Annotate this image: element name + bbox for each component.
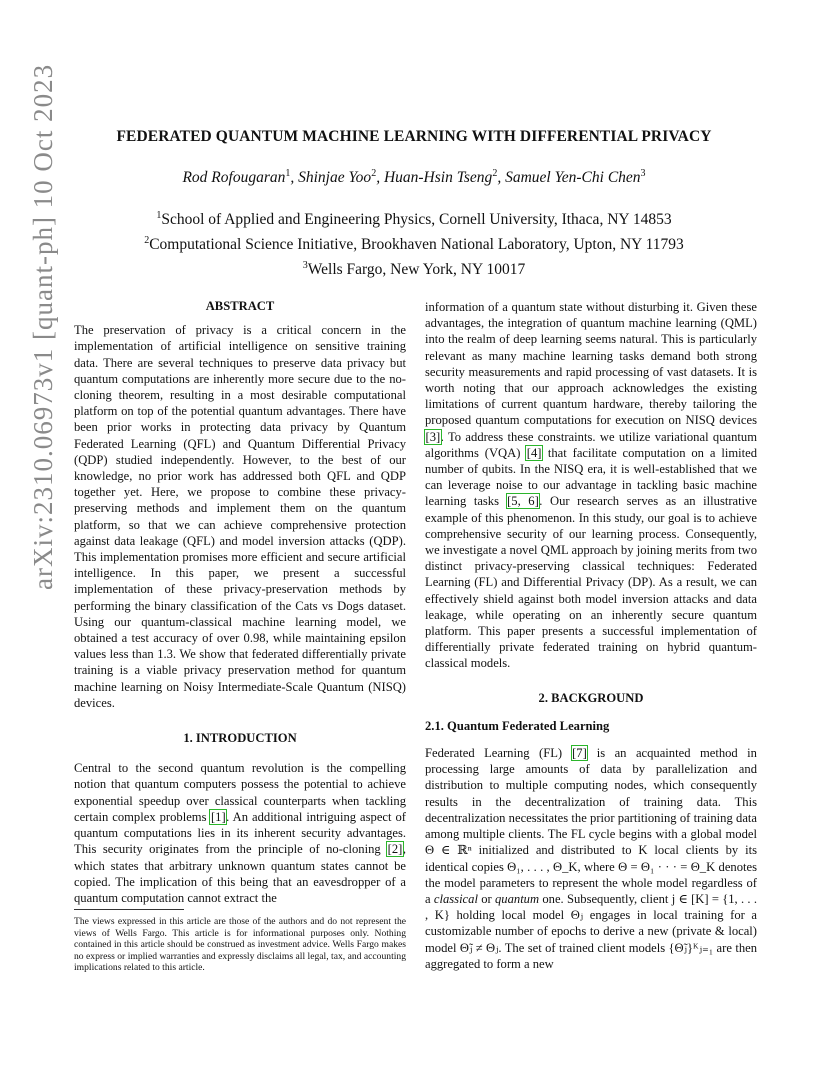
background-paragraph: Federated Learning (FL) [7] is an acquainted method in processing large amounts of data by parallelization and distribution to multiple computing nodes, which consequently results in the decentralization of training data. This decentralization necessitates the prior partitioning of training data among multiple clients. The FL cycle begins with a global model Θ ∈ ℝⁿ initialized and distributed to K local clients by its identical copies Θ₁, . . . , Θ_K, where Θ = Θ₁ · · · = Θ_K denotes the model parameters to represent the whole model regardless of a classical or quantum one. Subsequently, client j ∈ [K] = {1, . . . , K} holding local model Θⱼ engages in local training for a customizable number of epochs to derive a new (private & local) model Θ̃ⱼ ≠ Θⱼ. The set of trained client models {Θ̃ⱼ}ᴷⱼ₌₁ are then aggregated to form a new [425,746,757,971]
quantum-federated-learning-subheading: 2.1. Quantum Federated Learning [425,718,610,733]
citation-link-2[interactable]: [2] [387,842,403,857]
affiliation-list [0,205,828,280]
citation-link-1[interactable]: [1] [210,809,226,824]
author-4: Samuel Yen-Chi Chen$^3$ [505,168,646,186]
footnote-disclaimer: The views expressed in this article are those of the authors and do not represent the views of Wells Fargo. This article is for informational purposes only. Nothing contained in this article should be construed as investment advice. Wells Fargo makes no express or implied warranties and expressly disclaims all legal, tax, and accounting implications related to this article. [74,916,406,974]
introduction-paragraph: Central to the second quantum revolution is the compelling notion that quantum computers possess the potential to achieve exponential speedup over classical counterparts when tackling certain complex problems [1]. An additional intriguing aspect of quantum computations lies in its inherent security advantages. This security originates from the principle of no-cloning [2], which states that arbitrary unknown quantum states cannot be copied. The implication of this being that an eavesdropper of a quantum computation cannot extract the [74,761,406,905]
affiliation-2: $^2$Computational Science Initiative, Brookhaven National Laboratory, Upton, NY 11793 [144,235,684,253]
author-1: Rod Rofougaran$^1$ [182,168,291,186]
abstract-heading: ABSTRACT [205,299,275,313]
author-3: Huan-Hsin Tseng$^2$ [383,168,498,186]
author-2: Shinjae Yoo$^2$ [298,168,377,186]
introduction-heading: 1. INTRODUCTION [183,731,297,746]
right-column [425,299,757,972]
abstract-text: The preservation of privacy is a critical concern in the implementation of artificial intelligence on sensitive training data. There are several techniques to preserve data privacy but quantum computations are inherently more secure due to the no-cloning theorem, resulting in a most desirable computational platform on top of the potential quantum advantages. There have been prior works in protecting data privacy by Quantum Federated Learning (QFL) and Quantum Differential Privacy (QDP) studied independently. However, to the best of our knowledge, no prior work has addressed both QFL and QDP together yet. Here, we propose to combine these privacy-preserving methods and implement them on the quantum platform, so that we can achieve comprehensive protection against data leakage (QFL) and model inversion attacks (QDP). This implementation promises more efficient and secure artificial intelligence. In this paper, we present a successful implementation of these privacy-preservation methods by performing the binary classification of the Cats vs Dogs dataset. Using our quantum-classical machine learning model, we obtained a test accuracy of over 0.98, while maintaining epsilon values less than 1.3. We show that federated differentially private training is a viable privacy preservation method for quantum machine learning on Noisy Intermediate-Scale Quantum (NISQ) devices. [74,323,406,710]
author-list: Rod Rofougaran$^1$, Shinjae Yoo$^2$, Huan-Hsin Tseng$^2$, Samuel Yen-Chi Chen$^3$ [182,168,646,186]
introduction-continued-paragraph: information of a quantum state without disturbing it. Given these advantages, the integration of quantum machine learning (QML) into the realm of deep learning seems natural. This is particularly relevant as many machine learning tasks demand both strong security measurements and rapid processing of vast datasets. It is worth noting that our approach acknowledges the existing limitations of current quantum hardware, thereby tailoring the proposed quantum computations for execution on NISQ devices [3]. To address these constraints. we utilize variational quantum algorithms (VQA) [4] that facilitate computation on a limited number of qubits. In the NISQ era, it is well-established that we can leverage noise to our advantage in tackling basic machine learning tasks [5, 6]. Our research serves as an illustrative example of this phenomenon. In this study, our goal is to achieve comprehensive security of our learning process. Consequently, we investigate a novel QML approach by joining merits from two distinct privacy-preserving classical techniques: Federated Learning (FL) and Differential Privacy (DP). As a result, we can effectively shield against both model inversion attacks and data leakage, while operating on an inherently secure quantum platform. This paper presents a successful implementation of differentially private federated training on hybrid quantum-classical models. [425,300,758,671]
paper-title: FEDERATED QUANTUM MACHINE LEARNING WITH DIFFERENTIAL PRIVACY [116,128,712,145]
citation-link-4[interactable]: [4] [526,445,542,460]
citation-link-3[interactable]: [3] [425,429,441,444]
citation-link-7[interactable]: [7] [572,746,587,761]
citation-link-5-6[interactable]: [5, 6] [507,494,539,509]
affiliation-3: $^3$Wells Fargo, New York, NY 10017 [302,260,526,278]
affiliation-1: $^1$School of Applied and Engineering Physics, Cornell University, Ithaca, NY 14853 [156,210,672,228]
background-heading: 2. BACKGROUND [538,690,644,705]
footnote-divider [74,909,184,910]
left-column [74,298,406,906]
arxiv-identifier-stamp: arXiv:2310.06973v1 [quant-ph] 10 Oct 2023 [28,63,58,590]
